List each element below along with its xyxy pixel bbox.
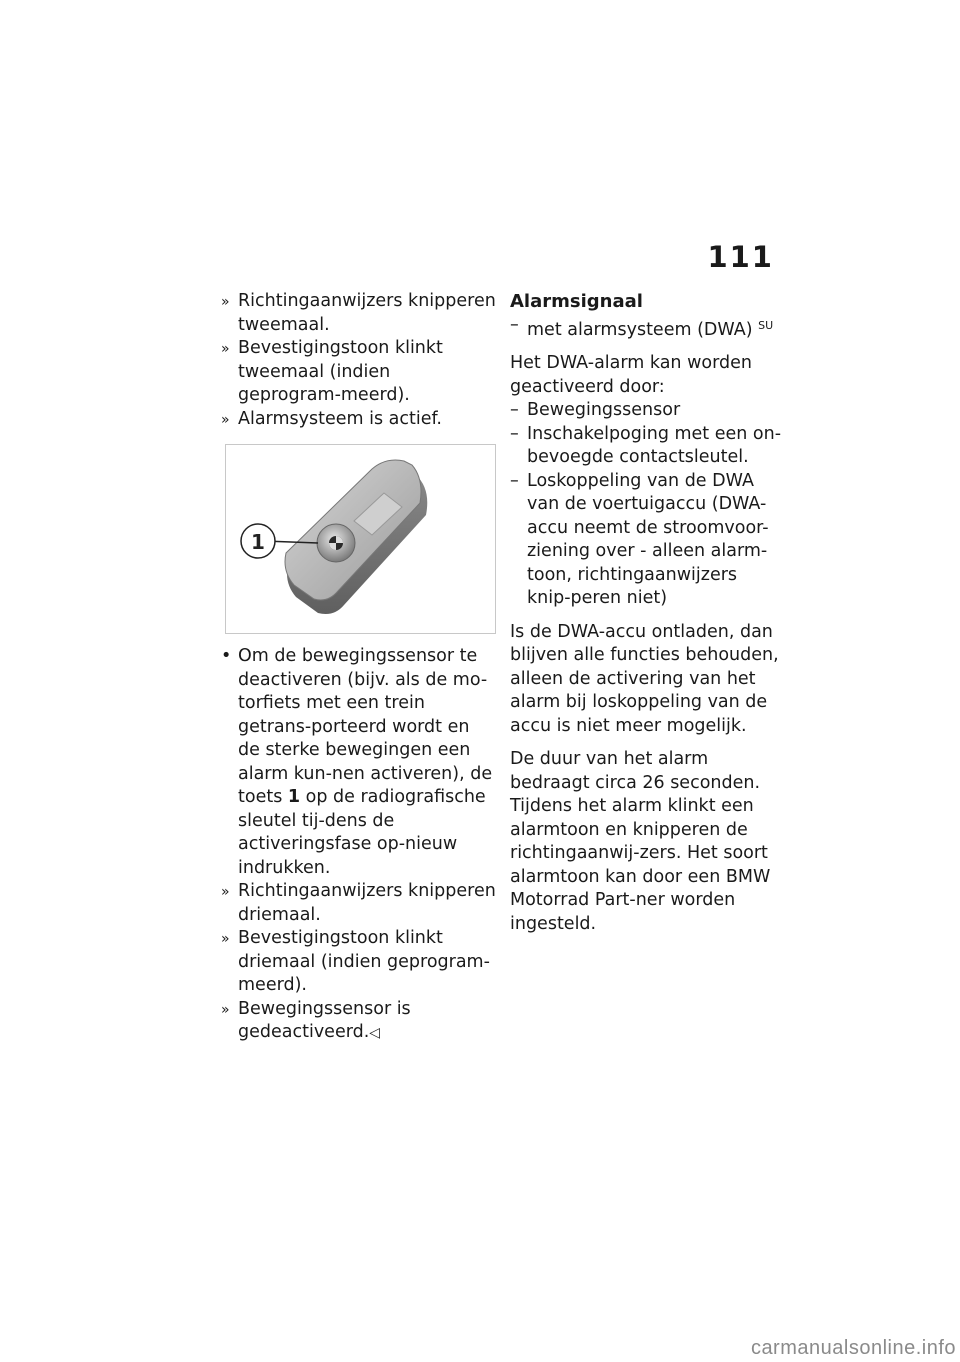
result-item <box>221 337 496 408</box>
body-paragraph: De duur van het alarm bedraagt circa 26 seconden. Tijdens het alarm klinkt een alarmtoon en knipperen de richtingaanwij-zers. Het soort alarmtoon kan door een BMW Motorrad Part-ner worden ingesteld. <box>510 749 771 934</box>
trigger-item <box>510 423 785 470</box>
step-text-before: Om de bewegingssensor te deactiveren (bijv. als de mo-torfiets met een trein getrans-porteerd wordt en de sterke bewegingen een alarm kun-nen activeren), de toets <box>238 646 493 807</box>
trigger-text: Loskoppeling van de DWA van de voertuigaccu (DWA-accu neemt de stroomvoor-ziening over - alleen alarm-toon, richtingaanwijzers knip-peren niet) <box>527 470 769 608</box>
dash-icon: – <box>510 470 519 491</box>
trigger-text: Inschakelpoging met een on-bevoegde contactsleutel. <box>527 423 782 467</box>
result-item <box>221 998 496 1046</box>
right-column <box>510 290 785 936</box>
trigger-item <box>510 399 785 423</box>
result-item <box>221 290 496 337</box>
section-heading: Alarmsignaal <box>510 291 643 312</box>
result-text: Bevestigingstoon klinkt driemaal (indien geprogram-meerd). <box>238 928 490 995</box>
step-item <box>221 645 496 880</box>
left-column <box>221 290 496 1046</box>
result-text: Richtingaanwijzers knipperen driemaal. <box>238 881 496 925</box>
result-arrow-icon: » <box>221 931 230 947</box>
dash-icon: – <box>510 400 519 420</box>
bullet-icon: • <box>221 646 232 666</box>
condition-line <box>510 314 785 343</box>
key-fob-illustration <box>226 445 495 633</box>
trigger-text: Bewegingssensor <box>527 400 681 420</box>
result-item <box>221 408 496 432</box>
result-text: Richtingaanwijzers knipperen tweemaal. <box>238 291 496 335</box>
result-item <box>221 927 496 998</box>
watermark: carmanualsonline.info <box>750 1337 956 1359</box>
result-arrow-icon: » <box>221 341 230 357</box>
page-number: 111 <box>707 240 774 274</box>
key-fob-figure <box>225 444 496 634</box>
step-ref: 1 <box>287 787 301 807</box>
trigger-item <box>510 470 785 611</box>
result-text: Alarmsysteem is actief. <box>238 408 442 429</box>
end-of-section-icon: ◁ <box>369 1025 381 1041</box>
result-arrow-icon: » <box>221 294 230 310</box>
body-paragraph: Is de DWA-accu ontladen, dan blijven alle functies behouden, alleen de activering van het alarm bij loskoppeling van de accu is niet meer mogelijk. <box>510 621 779 736</box>
dash-icon: – <box>510 314 519 335</box>
intro-paragraph: Het DWA-alarm kan worden geactiveerd door: <box>510 353 752 397</box>
figure-callout-label: 1 <box>251 530 265 554</box>
result-text: Bevestigingstoon klinkt tweemaal (indien geprogram-meerd). <box>238 338 443 405</box>
result-arrow-icon: » <box>221 1001 230 1018</box>
condition-text: met alarmsysteem (DWA) <box>527 319 753 340</box>
result-arrow-icon: » <box>221 411 230 428</box>
step-text-after: op de radiografische sleutel tij-dens de activeringsfase op-nieuw indrukken. <box>238 787 486 878</box>
result-item <box>221 880 496 927</box>
result-text: Bewegingssensor is gedeactiveerd. <box>238 998 411 1042</box>
condition-superscript: SU <box>758 318 774 332</box>
dash-icon: – <box>510 423 519 444</box>
result-arrow-icon: » <box>221 884 230 900</box>
